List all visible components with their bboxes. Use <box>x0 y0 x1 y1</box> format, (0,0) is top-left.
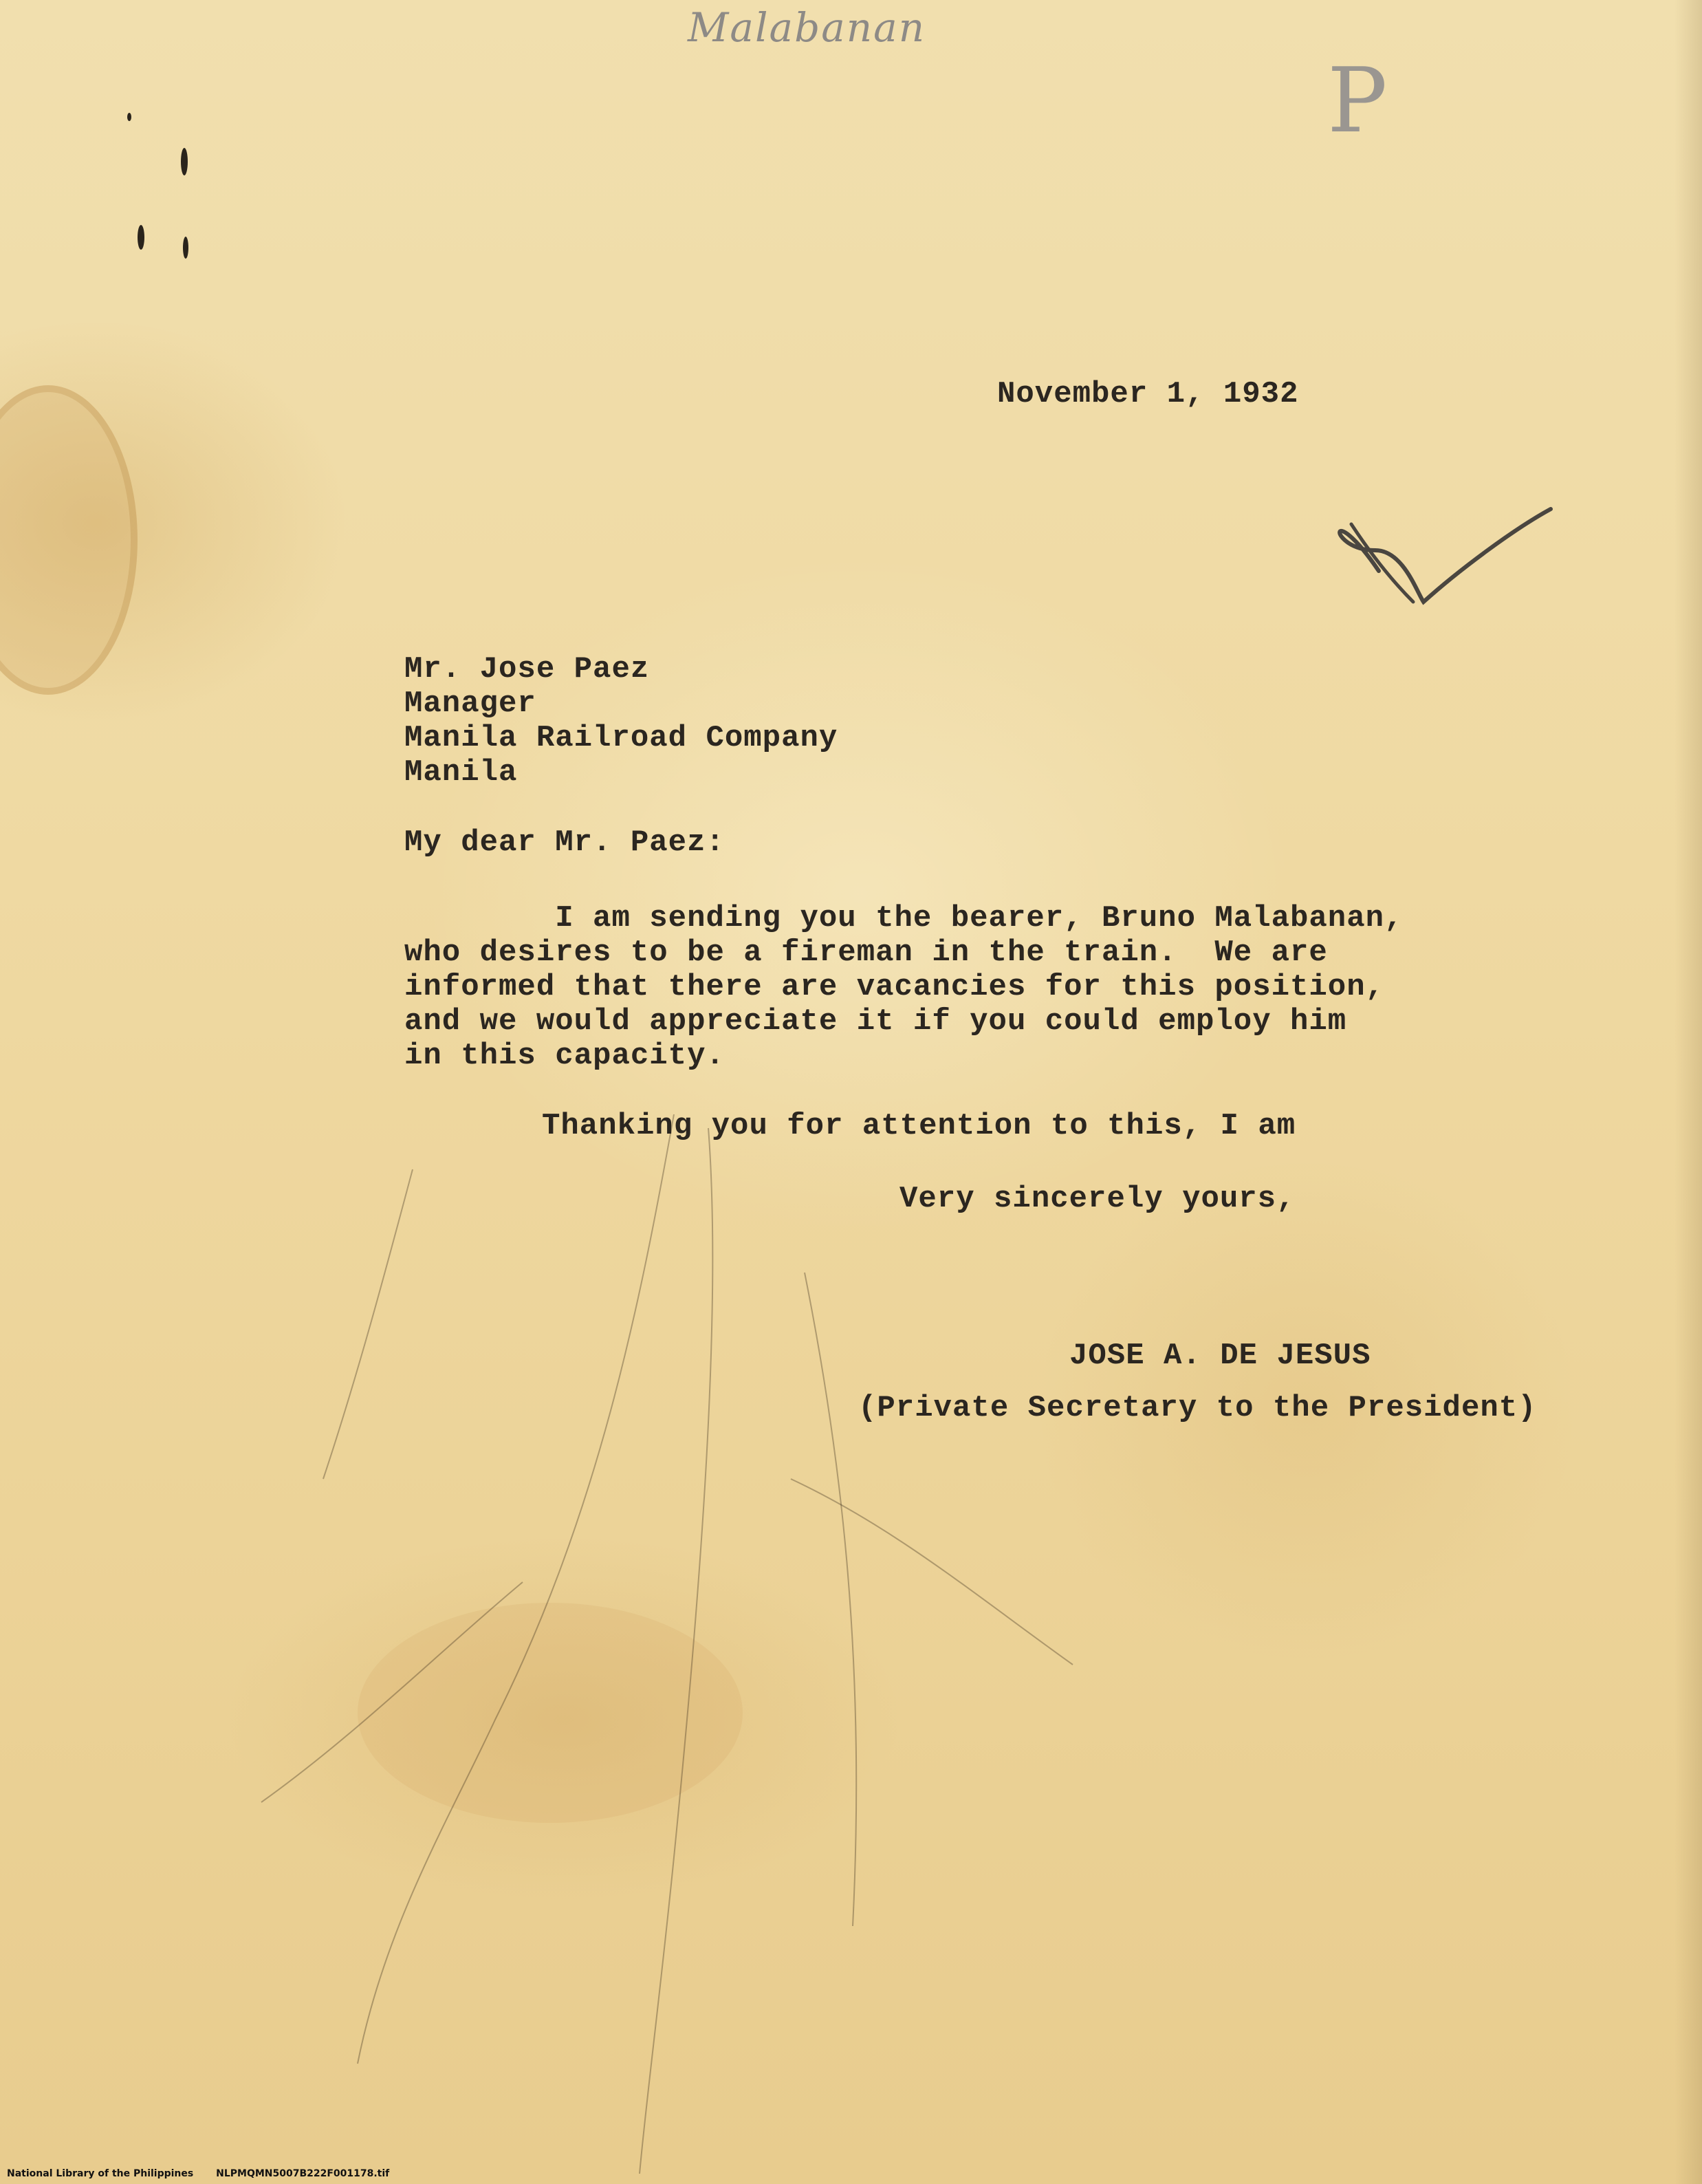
footer-library: National Library of the Philippines <box>7 2168 194 2179</box>
closing-line: Thanking you for attention to this, I am <box>542 1109 1296 1143</box>
recipient-name: Mr. Jose Paez <box>404 652 650 686</box>
body-line: in this capacity. <box>404 1039 725 1073</box>
recipient-company: Manila Railroad Company <box>404 721 838 755</box>
body-line: informed that there are vacancies for this position, <box>404 970 1385 1004</box>
letter-date: November 1, 1932 <box>997 377 1299 411</box>
complimentary-close: Very sincerely yours, <box>899 1182 1296 1216</box>
archive-footer <box>7 2168 408 2179</box>
handwritten-top-note: Malabanan <box>688 4 926 51</box>
body-line: I am sending you the bearer, Bruno Malabanan, <box>404 901 1404 936</box>
body-line: who desires to be a fireman in the train. We are <box>404 936 1328 970</box>
recipient-city: Manila <box>404 755 518 790</box>
salutation: My dear Mr. Paez: <box>404 825 725 860</box>
signatory-name: JOSE A. DE JESUS <box>1069 1339 1371 1373</box>
check-mark-icon <box>1351 524 1413 602</box>
body-line: and we would appreciate it if you could employ him <box>404 1004 1347 1039</box>
binder-hole-marks <box>127 113 188 259</box>
paper-cracks <box>261 1114 1073 2174</box>
footer-file-id: NLPMQMN5007B222F001178.tif <box>216 2168 390 2179</box>
handwritten-corner-mark: P <box>1327 48 1388 153</box>
signatory-title: (Private Secretary to the President) <box>858 1391 1537 1425</box>
recipient-title: Manager <box>404 686 536 721</box>
